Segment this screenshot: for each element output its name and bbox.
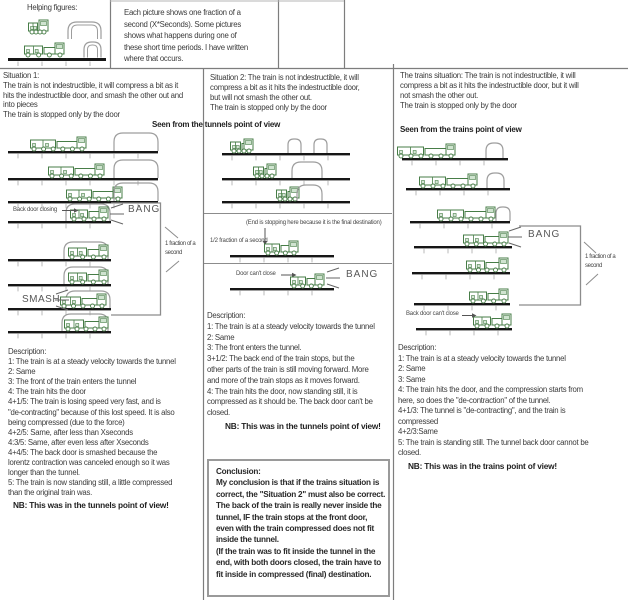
train-icon (398, 144, 456, 158)
text-line: these short time periods. I have written (124, 42, 248, 52)
track (8, 58, 106, 66)
description-col2 (207, 311, 375, 419)
train-icon (69, 245, 109, 259)
text-line: closed. (398, 448, 421, 457)
text-line: not smash the other out. (400, 91, 479, 101)
track (8, 284, 111, 291)
text-line: 4: The train hits the door (8, 387, 86, 397)
impact-lines-icon (110, 204, 124, 224)
text-line: The back of the train is really never inside the (216, 501, 382, 511)
tunnel-arch-icon (496, 207, 510, 221)
train-icon (265, 241, 299, 255)
train-icon (470, 289, 509, 303)
train-icon (474, 314, 512, 328)
trains-situation-title (400, 71, 579, 111)
text-line: "de-contracting" because of this lost speed. It is also (8, 407, 175, 417)
text-line: 4: The train hits the door, and the compression starts from (398, 385, 583, 394)
text-line: fit inside in compressed (final) destination. (216, 569, 372, 579)
conclusion-text (216, 466, 385, 580)
text-line: than the original train was. (8, 488, 93, 498)
fraction-pointer-top (165, 227, 178, 238)
text-line: 5: The train is standing still. The tunnel back door cannot be (398, 437, 589, 447)
tunnel-arch-icon (114, 133, 158, 151)
track (222, 201, 350, 208)
text-line: inside the tunnel. (216, 535, 279, 545)
text-line: The train is stopped only by the door (400, 101, 517, 111)
text-line: My conclusion is that if the trains situation is (216, 478, 380, 488)
train-icon (277, 187, 300, 201)
track (410, 221, 510, 228)
tunnel-arch-icon (114, 160, 158, 178)
train-icon (254, 164, 277, 178)
text-line: 2: Same (398, 364, 426, 373)
text-line: 3+1/2: The back end of the train stops, but the (207, 354, 355, 364)
text-line: Each picture shows one fraction of a (124, 8, 241, 17)
impact-lines-icon (326, 268, 340, 288)
track (412, 272, 510, 279)
track (230, 288, 334, 295)
train-icon (291, 274, 325, 288)
fraction-line1: 1 fraction of a (585, 254, 616, 260)
text-line: end, with both doors closed, the train have to (216, 558, 381, 568)
text-line: other parts of the train is still moving forward. More (207, 364, 369, 374)
train-icon (31, 137, 87, 151)
text-line: closed. (207, 408, 230, 418)
tunnel-arch-icon (68, 22, 101, 39)
nb-col3: NB: This was in the trains point of view! (408, 461, 557, 471)
text-line: 4+2/3:Same (398, 427, 438, 436)
smash-label: SMASH (22, 294, 61, 305)
text-line: Description: (207, 311, 246, 320)
train-pov-header: Seen from the trains point of view (400, 125, 522, 134)
nb-col1: NB: This was in the tunnels point of view! (13, 500, 169, 510)
back-door-closing-label: Back door closing (13, 207, 57, 213)
bang-label-tunnel-pov: BANG (128, 204, 161, 215)
track (402, 158, 508, 165)
text-line: 1: The train is at a steady velocity towards the tunnel (398, 353, 566, 363)
text-line: being compressed (due to the force) (8, 417, 125, 427)
track (8, 151, 158, 158)
tunnel-arch-icon (314, 139, 327, 153)
train-icon (65, 317, 109, 331)
train-icon (464, 232, 509, 246)
text-line: but will not smash the other out. (210, 93, 312, 103)
fraction-pointer-bottom (586, 274, 598, 285)
text-line: 3: The front of the train enters the tunnel (8, 377, 137, 387)
text-line: second (X*Seconds). Some pictures (124, 19, 241, 29)
text-line: 5: The train is now standing still, a little compressed (8, 478, 173, 488)
text-line: compress a bit as it hits the indestructible door, (210, 83, 360, 93)
fraction-bracket-col1 (111, 203, 161, 315)
situation1-title (3, 71, 183, 120)
track (414, 246, 512, 253)
train-icon (61, 294, 107, 308)
text-line: Situation 2: The train is not indestructible, it will (210, 73, 359, 82)
back-door-cant-close-label: Back door can't close (406, 311, 459, 317)
text-line: The train is stopped only by the door (210, 103, 327, 113)
text-line: correct, the "Situation 2" must also be correct. (216, 489, 386, 499)
text-line: 1: The train is at a steady velocity towards the tunnel (8, 357, 176, 367)
text-line: 4+1/3: The tunnel is "de-contracting", and the train is (398, 406, 566, 415)
text-line: hits the indestructible door, and smash the other out and (3, 90, 183, 100)
text-line: The train is not indestructible, it will compress a bit as it (3, 80, 178, 90)
tunnel-arch-icon (486, 143, 503, 158)
track (222, 178, 350, 185)
description-col3 (398, 343, 589, 459)
text-line: compressed (398, 416, 438, 426)
text-line: tunnel, IF the train stops at the front door, (216, 512, 368, 522)
track (8, 221, 111, 228)
text-line: 3: The front enters the tunnel. (207, 343, 302, 353)
text-line: longer than the tunnel. (8, 468, 80, 478)
text-line: 4: The train hits the door, now standing still, it is (207, 386, 358, 396)
text-line: Situation 1: (3, 71, 40, 80)
tunnel-arch-icon (487, 173, 504, 188)
text-line: 4:3/5: Same, after even less after Xseconds (8, 437, 149, 447)
fraction-line2: second (585, 262, 602, 269)
situation2-title (210, 73, 360, 113)
text-line: Description: (398, 343, 437, 352)
track (222, 153, 350, 160)
text-line: shows what happens during one of (124, 31, 237, 40)
half-fraction-label: 1/2 fraction of a second (210, 238, 268, 244)
text-line: 4+4/5: The back door is smashed because the (8, 447, 158, 457)
text-line: 2: Same (8, 367, 36, 377)
text-line: 3: Same (398, 374, 426, 384)
tunnel-arch-icon (297, 185, 322, 201)
text-line: 2: Same (207, 332, 235, 342)
description-col1 (8, 347, 176, 498)
text-line: and more of the train stops as it moves forward. (207, 375, 360, 385)
train-icon (29, 20, 49, 34)
text-line: lorentz contraction was canceled enough so it was (8, 458, 170, 468)
fraction-line2: second (165, 249, 182, 256)
door-cant-close-label: Door can't close (236, 271, 276, 277)
tunnel-arch-icon (292, 162, 322, 178)
note-text (124, 7, 248, 65)
nb-col2: NB: This was in the tunnels point of view! (225, 421, 381, 431)
text-line: 4+1/5: The train is losing speed very fast, and is (8, 397, 161, 407)
tunnel-arch-icon (288, 139, 301, 153)
fraction-pointer-top (584, 242, 596, 253)
tunnel-arch-icon (84, 42, 101, 58)
text-line: The trains situation: The train is not indestructible, it will (400, 71, 576, 80)
train-icon (231, 139, 254, 153)
conclusion-box (207, 459, 390, 597)
end-stopping-label: (End is stopping here because it is the final destination) (246, 220, 382, 226)
train-icon (420, 174, 478, 188)
track (8, 259, 111, 266)
train-icon (25, 43, 65, 57)
fraction-pointer-bottom (166, 261, 179, 272)
text-line: into pieces (3, 100, 38, 110)
text-line: where that occurs. (124, 54, 184, 63)
train-icon (71, 207, 109, 221)
track (414, 303, 510, 310)
fraction-label-col1 (165, 240, 195, 258)
text-line: even with the train compressed does not fit (216, 524, 375, 534)
track (8, 331, 111, 338)
track (230, 255, 334, 262)
text-line: The train is stopped only by the door (3, 110, 120, 120)
text-line: 1: The train is at a steady velocity towards the tunnel (207, 321, 375, 331)
fraction-label-col3 (585, 253, 615, 271)
track (406, 188, 510, 195)
impact-lines-icon (508, 227, 522, 247)
train-icon (438, 207, 496, 221)
text-line: here, so does the "de-contraction" of the tunnel. (398, 395, 551, 405)
bang-label-door: BANG (346, 269, 379, 280)
text-line: 4+2/5: Same, after less than Xseconds (8, 427, 133, 437)
text-line: compress a bit as it hits the indestructible door, but it will (400, 81, 579, 91)
train-icon (69, 270, 109, 284)
fraction-line1: 1 fraction of a (165, 241, 196, 247)
text-line: (If the train was to fit inside the tunnel in the (216, 546, 376, 556)
bang-label-train-pov: BANG (528, 229, 561, 240)
train-icon (49, 164, 105, 178)
track (8, 178, 158, 185)
track (416, 328, 512, 335)
helping-figures-title: Helping figures: (27, 3, 78, 12)
train-icon (467, 258, 509, 272)
text-line: compressed as it should be. The back door can't be (207, 397, 373, 407)
tunnel-pov-header: Seen from the tunnels point of view (152, 120, 281, 129)
text-line: Description: (8, 347, 47, 356)
text-line: Conclusion: (216, 467, 261, 476)
